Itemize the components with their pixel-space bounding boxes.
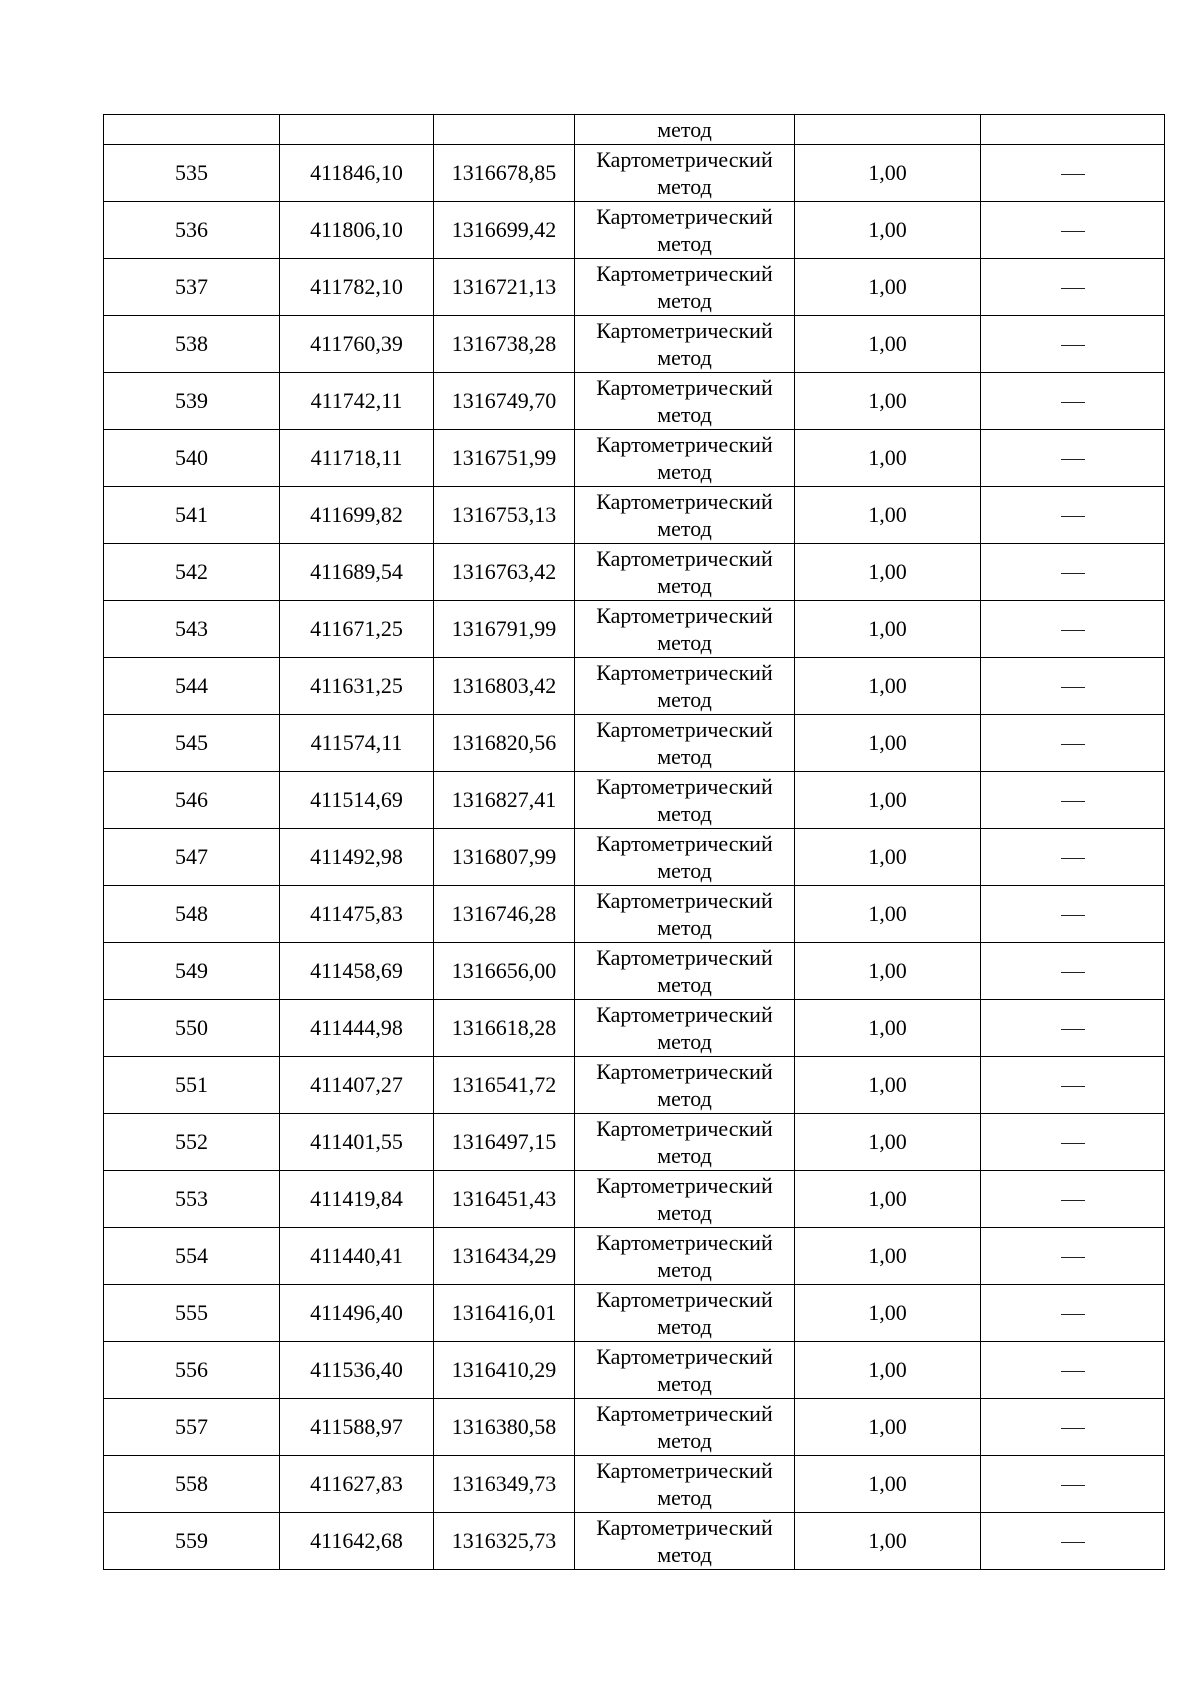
em-dash-mark: [1061, 1143, 1085, 1144]
y-coordinate-cell: 1316791,99: [434, 601, 575, 658]
point-number-cell: 540: [104, 430, 280, 487]
table-row: [104, 1342, 1165, 1399]
method-line-1: Картометрический: [596, 945, 773, 970]
x-coordinate-cell: 411627,83: [280, 1456, 434, 1513]
method-line-1: Картометрический: [596, 546, 773, 571]
point-number-cell: 548: [104, 886, 280, 943]
x-coordinate-cell: 411574,11: [280, 715, 434, 772]
em-dash-mark: [1061, 174, 1085, 175]
table-row: [104, 1171, 1165, 1228]
table-row: [104, 430, 1165, 487]
method-line-2: метод: [657, 231, 712, 256]
y-coordinate-cell: 1316451,43: [434, 1171, 575, 1228]
accuracy-cell: 1,00: [795, 430, 981, 487]
method-line-2: метод: [657, 174, 712, 199]
point-number-cell: 552: [104, 1114, 280, 1171]
dash-cell: [981, 1171, 1165, 1228]
dash-cell: [981, 772, 1165, 829]
method-cell: [575, 1000, 795, 1057]
x-coordinate-cell: 411458,69: [280, 943, 434, 1000]
x-coordinate-cell: 411440,41: [280, 1228, 434, 1285]
dash-cell: [981, 1399, 1165, 1456]
y-coordinate-cell: 1316497,15: [434, 1114, 575, 1171]
y-coordinate-cell: 1316763,42: [434, 544, 575, 601]
method-line-1: Картометрический: [596, 432, 773, 457]
y-coordinate-cell: 1316751,99: [434, 430, 575, 487]
method-cell: [575, 1456, 795, 1513]
x-coordinate-cell: 411419,84: [280, 1171, 434, 1228]
dash-cell: [981, 1342, 1165, 1399]
em-dash-mark: [1061, 1029, 1085, 1030]
point-number-cell: 556: [104, 1342, 280, 1399]
y-coordinate-cell: 1316827,41: [434, 772, 575, 829]
method-line-1: Картометрический: [596, 489, 773, 514]
x-coordinate-cell: 411496,40: [280, 1285, 434, 1342]
point-number-cell: 557: [104, 1399, 280, 1456]
method-line-1: Картометрический: [596, 1116, 773, 1141]
method-line-2: метод: [657, 1200, 712, 1225]
method-cell: [575, 202, 795, 259]
method-line-1: Картометрический: [596, 261, 773, 286]
accuracy-cell: 1,00: [795, 1000, 981, 1057]
method-line-2: метод: [657, 687, 712, 712]
accuracy-cell: 1,00: [795, 145, 981, 202]
dash-cell: [981, 886, 1165, 943]
em-dash-mark: [1061, 1086, 1085, 1087]
x-coordinate-cell: 411699,82: [280, 487, 434, 544]
method-line-1: Картометрический: [596, 1401, 773, 1426]
method-line-1: Картометрический: [596, 774, 773, 799]
empty-cell: [434, 115, 575, 145]
dash-cell: [981, 544, 1165, 601]
x-coordinate-cell: 411642,68: [280, 1513, 434, 1570]
empty-cell: [981, 115, 1165, 145]
em-dash-mark: [1061, 858, 1085, 859]
point-number-cell: 545: [104, 715, 280, 772]
method-line-1: Картометрический: [596, 1344, 773, 1369]
accuracy-cell: 1,00: [795, 544, 981, 601]
em-dash-mark: [1061, 1485, 1085, 1486]
em-dash-mark: [1061, 1428, 1085, 1429]
x-coordinate-cell: 411401,55: [280, 1114, 434, 1171]
method-cell: [575, 1513, 795, 1570]
accuracy-cell: 1,00: [795, 943, 981, 1000]
empty-cell: [280, 115, 434, 145]
accuracy-cell: 1,00: [795, 772, 981, 829]
point-number-cell: 537: [104, 259, 280, 316]
table-row: [104, 544, 1165, 601]
point-number-cell: 551: [104, 1057, 280, 1114]
method-line-2: метод: [657, 1143, 712, 1168]
method-line-1: Картометрический: [596, 1173, 773, 1198]
table-row: [104, 715, 1165, 772]
table-row: [104, 373, 1165, 430]
table-row: [104, 1228, 1165, 1285]
method-line-2: метод: [657, 1542, 712, 1567]
table-row: [104, 1399, 1165, 1456]
em-dash-mark: [1061, 1371, 1085, 1372]
accuracy-cell: 1,00: [795, 373, 981, 430]
x-coordinate-cell: 411536,40: [280, 1342, 434, 1399]
method-line-2: метод: [657, 288, 712, 313]
x-coordinate-cell: 411782,10: [280, 259, 434, 316]
point-number-cell: 549: [104, 943, 280, 1000]
point-number-cell: 558: [104, 1456, 280, 1513]
accuracy-cell: 1,00: [795, 1057, 981, 1114]
point-number-cell: 554: [104, 1228, 280, 1285]
method-line-1: Картометрический: [596, 147, 773, 172]
y-coordinate-cell: 1316434,29: [434, 1228, 575, 1285]
point-number-cell: 559: [104, 1513, 280, 1570]
x-coordinate-cell: 411671,25: [280, 601, 434, 658]
accuracy-cell: 1,00: [795, 202, 981, 259]
table-row: [104, 601, 1165, 658]
table-row: [104, 772, 1165, 829]
y-coordinate-cell: 1316410,29: [434, 1342, 575, 1399]
em-dash-mark: [1061, 516, 1085, 517]
table-row: [104, 1285, 1165, 1342]
method-line-2: метод: [657, 1029, 712, 1054]
accuracy-cell: 1,00: [795, 601, 981, 658]
table-row: [104, 829, 1165, 886]
method-line-2: метод: [657, 744, 712, 769]
em-dash-mark: [1061, 1200, 1085, 1201]
em-dash-mark: [1061, 1314, 1085, 1315]
y-coordinate-cell: 1316618,28: [434, 1000, 575, 1057]
point-number-cell: 538: [104, 316, 280, 373]
method-cell: [575, 772, 795, 829]
accuracy-cell: 1,00: [795, 1456, 981, 1513]
dash-cell: [981, 829, 1165, 886]
method-line-1: Картометрический: [596, 1230, 773, 1255]
y-coordinate-cell: 1316749,70: [434, 373, 575, 430]
method-line-2: метод: [657, 1314, 712, 1339]
method-line-2: метод: [657, 1371, 712, 1396]
y-coordinate-cell: 1316325,73: [434, 1513, 575, 1570]
accuracy-cell: 1,00: [795, 829, 981, 886]
y-coordinate-cell: 1316656,00: [434, 943, 575, 1000]
dash-cell: [981, 715, 1165, 772]
empty-cell: [795, 115, 981, 145]
method-cell: [575, 829, 795, 886]
method-line-1: Картометрический: [596, 375, 773, 400]
x-coordinate-cell: 411407,27: [280, 1057, 434, 1114]
y-coordinate-cell: 1316721,13: [434, 259, 575, 316]
y-coordinate-cell: 1316349,73: [434, 1456, 575, 1513]
method-line-1: Картометрический: [596, 318, 773, 343]
x-coordinate-cell: 411846,10: [280, 145, 434, 202]
dash-cell: [981, 601, 1165, 658]
method-line-2: метод: [657, 459, 712, 484]
method-cell: [575, 943, 795, 1000]
x-coordinate-cell: 411689,54: [280, 544, 434, 601]
method-line-2: метод: [657, 1485, 712, 1510]
dash-cell: [981, 316, 1165, 373]
point-number-cell: 535: [104, 145, 280, 202]
x-coordinate-cell: 411760,39: [280, 316, 434, 373]
x-coordinate-cell: 411718,11: [280, 430, 434, 487]
y-coordinate-cell: 1316807,99: [434, 829, 575, 886]
method-line-1: Картометрический: [596, 717, 773, 742]
method-line-2: метод: [657, 915, 712, 940]
method-cell: [575, 145, 795, 202]
table-row: [104, 886, 1165, 943]
em-dash-mark: [1061, 1257, 1085, 1258]
method-line-1: Картометрический: [596, 1458, 773, 1483]
method-line-2: метод: [657, 1257, 712, 1282]
accuracy-cell: 1,00: [795, 658, 981, 715]
point-number-cell: 543: [104, 601, 280, 658]
table-row: [104, 202, 1165, 259]
dash-cell: [981, 943, 1165, 1000]
method-cell: [575, 886, 795, 943]
x-coordinate-cell: 411514,69: [280, 772, 434, 829]
point-number-cell: 542: [104, 544, 280, 601]
dash-cell: [981, 430, 1165, 487]
em-dash-mark: [1061, 1542, 1085, 1543]
y-coordinate-cell: 1316380,58: [434, 1399, 575, 1456]
table-row: [104, 943, 1165, 1000]
method-line-1: Картометрический: [596, 1515, 773, 1540]
em-dash-mark: [1061, 573, 1085, 574]
accuracy-cell: 1,00: [795, 316, 981, 373]
method-cell: [575, 1114, 795, 1171]
continuation-row: [104, 115, 1165, 145]
method-continuation-cell: метод: [575, 115, 795, 145]
y-coordinate-cell: 1316541,72: [434, 1057, 575, 1114]
dash-cell: [981, 1114, 1165, 1171]
dash-cell: [981, 1057, 1165, 1114]
method-line-1: Картометрический: [596, 831, 773, 856]
y-coordinate-cell: 1316753,13: [434, 487, 575, 544]
table-row: [104, 1114, 1165, 1171]
x-coordinate-cell: 411475,83: [280, 886, 434, 943]
method-line-2: метод: [657, 1428, 712, 1453]
accuracy-cell: 1,00: [795, 259, 981, 316]
point-number-cell: 550: [104, 1000, 280, 1057]
method-cell: [575, 259, 795, 316]
y-coordinate-cell: 1316678,85: [434, 145, 575, 202]
method-cell: [575, 715, 795, 772]
method-cell: [575, 544, 795, 601]
table-row: [104, 658, 1165, 715]
y-coordinate-cell: 1316746,28: [434, 886, 575, 943]
x-coordinate-cell: 411492,98: [280, 829, 434, 886]
point-number-cell: 547: [104, 829, 280, 886]
em-dash-mark: [1061, 972, 1085, 973]
accuracy-cell: 1,00: [795, 487, 981, 544]
method-line-2: метод: [657, 516, 712, 541]
x-coordinate-cell: 411444,98: [280, 1000, 434, 1057]
accuracy-cell: 1,00: [795, 1342, 981, 1399]
em-dash-mark: [1061, 801, 1085, 802]
table-row: [104, 1000, 1165, 1057]
method-line-2: метод: [657, 858, 712, 883]
accuracy-cell: 1,00: [795, 1171, 981, 1228]
method-cell: [575, 373, 795, 430]
table-row: [104, 316, 1165, 373]
method-line-1: Картометрический: [596, 660, 773, 685]
em-dash-mark: [1061, 630, 1085, 631]
accuracy-cell: 1,00: [795, 1513, 981, 1570]
method-line-2: метод: [657, 801, 712, 826]
coordinates-table: [103, 114, 1165, 1570]
x-coordinate-cell: 411806,10: [280, 202, 434, 259]
method-line-1: Картометрический: [596, 603, 773, 628]
dash-cell: [981, 373, 1165, 430]
method-cell: [575, 1285, 795, 1342]
y-coordinate-cell: 1316416,01: [434, 1285, 575, 1342]
method-cell: [575, 316, 795, 373]
em-dash-mark: [1061, 288, 1085, 289]
dash-cell: [981, 1513, 1165, 1570]
method-line-2: метод: [657, 573, 712, 598]
dash-cell: [981, 1456, 1165, 1513]
method-cell: [575, 430, 795, 487]
method-cell: [575, 1399, 795, 1456]
table-row: [104, 1513, 1165, 1570]
method-line-1: Картометрический: [596, 1287, 773, 1312]
method-line-2: метод: [657, 345, 712, 370]
empty-cell: [104, 115, 280, 145]
y-coordinate-cell: 1316699,42: [434, 202, 575, 259]
method-line-1: Картометрический: [596, 1059, 773, 1084]
method-line-1: Картометрический: [596, 1002, 773, 1027]
accuracy-cell: 1,00: [795, 715, 981, 772]
table-row: [104, 1057, 1165, 1114]
em-dash-mark: [1061, 345, 1085, 346]
table-row: [104, 487, 1165, 544]
method-cell: [575, 658, 795, 715]
method-cell: [575, 601, 795, 658]
accuracy-cell: 1,00: [795, 886, 981, 943]
dash-cell: [981, 658, 1165, 715]
method-cell: [575, 487, 795, 544]
point-number-cell: 555: [104, 1285, 280, 1342]
accuracy-cell: 1,00: [795, 1228, 981, 1285]
accuracy-cell: 1,00: [795, 1399, 981, 1456]
em-dash-mark: [1061, 402, 1085, 403]
method-line-1: Картометрический: [596, 888, 773, 913]
table-body: [104, 115, 1165, 1570]
point-number-cell: 546: [104, 772, 280, 829]
method-line-2: метод: [657, 972, 712, 997]
em-dash-mark: [1061, 687, 1085, 688]
dash-cell: [981, 145, 1165, 202]
method-cell: [575, 1057, 795, 1114]
method-line-2: метод: [657, 1086, 712, 1111]
em-dash-mark: [1061, 915, 1085, 916]
y-coordinate-cell: 1316738,28: [434, 316, 575, 373]
dash-cell: [981, 487, 1165, 544]
point-number-cell: 536: [104, 202, 280, 259]
table-row: [104, 145, 1165, 202]
x-coordinate-cell: 411631,25: [280, 658, 434, 715]
accuracy-cell: 1,00: [795, 1285, 981, 1342]
table-row: [104, 1456, 1165, 1513]
em-dash-mark: [1061, 231, 1085, 232]
point-number-cell: 553: [104, 1171, 280, 1228]
point-number-cell: 541: [104, 487, 280, 544]
table-row: [104, 259, 1165, 316]
accuracy-cell: 1,00: [795, 1114, 981, 1171]
dash-cell: [981, 259, 1165, 316]
point-number-cell: 539: [104, 373, 280, 430]
em-dash-mark: [1061, 744, 1085, 745]
em-dash-mark: [1061, 459, 1085, 460]
y-coordinate-cell: 1316820,56: [434, 715, 575, 772]
dash-cell: [981, 1000, 1165, 1057]
method-cell: [575, 1228, 795, 1285]
method-line-2: метод: [657, 630, 712, 655]
dash-cell: [981, 1285, 1165, 1342]
y-coordinate-cell: 1316803,42: [434, 658, 575, 715]
dash-cell: [981, 1228, 1165, 1285]
point-number-cell: 544: [104, 658, 280, 715]
method-cell: [575, 1171, 795, 1228]
x-coordinate-cell: 411742,11: [280, 373, 434, 430]
method-line-1: Картометрический: [596, 204, 773, 229]
method-cell: [575, 1342, 795, 1399]
method-line-2: метод: [657, 402, 712, 427]
x-coordinate-cell: 411588,97: [280, 1399, 434, 1456]
dash-cell: [981, 202, 1165, 259]
